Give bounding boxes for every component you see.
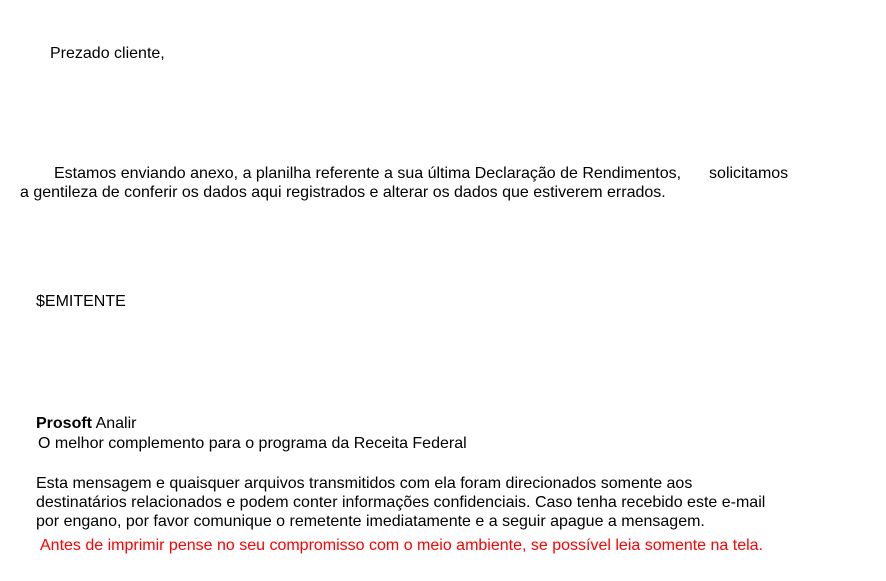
- product-name: Analir: [95, 415, 137, 432]
- eco-notice: Antes de imprimir pense no seu compromisso com o meio ambiente, se possível leia somente na tela.: [40, 537, 764, 554]
- disclaimer-line-1: Esta mensagem e quaisquer arquivos transmitidos com ela foram direcionados somente aos: [36, 475, 693, 492]
- signature-tagline: O melhor complemento para o programa da Receita Federal: [38, 435, 467, 452]
- disclaimer-line-2: destinatários relacionados e podem conter informações confidenciais. Caso tenha recebido este e-mail: [36, 494, 766, 511]
- message-line-1-text: Estamos enviando anexo, a planilha referente a sua última Declaração de Rendimentos,: [54, 165, 682, 182]
- message-line-1-end: solicitamos: [709, 165, 789, 182]
- greeting: Prezado cliente,: [50, 45, 165, 62]
- sender-placeholder: $EMITENTE: [36, 293, 126, 310]
- message-line-1: [20, 164, 880, 183]
- message-paragraph: [20, 164, 880, 202]
- signature-title: [36, 414, 136, 433]
- disclaimer-line-3: por engano, por favor comunique o remetente imediatamente e a seguir apague a mensagem.: [36, 513, 705, 530]
- brand-name: Prosoft: [36, 415, 92, 432]
- message-line-2: a gentileza de conferir os dados aqui registrados e alterar os dados que estiverem errados.: [20, 184, 666, 201]
- confidentiality-disclaimer: [36, 474, 876, 531]
